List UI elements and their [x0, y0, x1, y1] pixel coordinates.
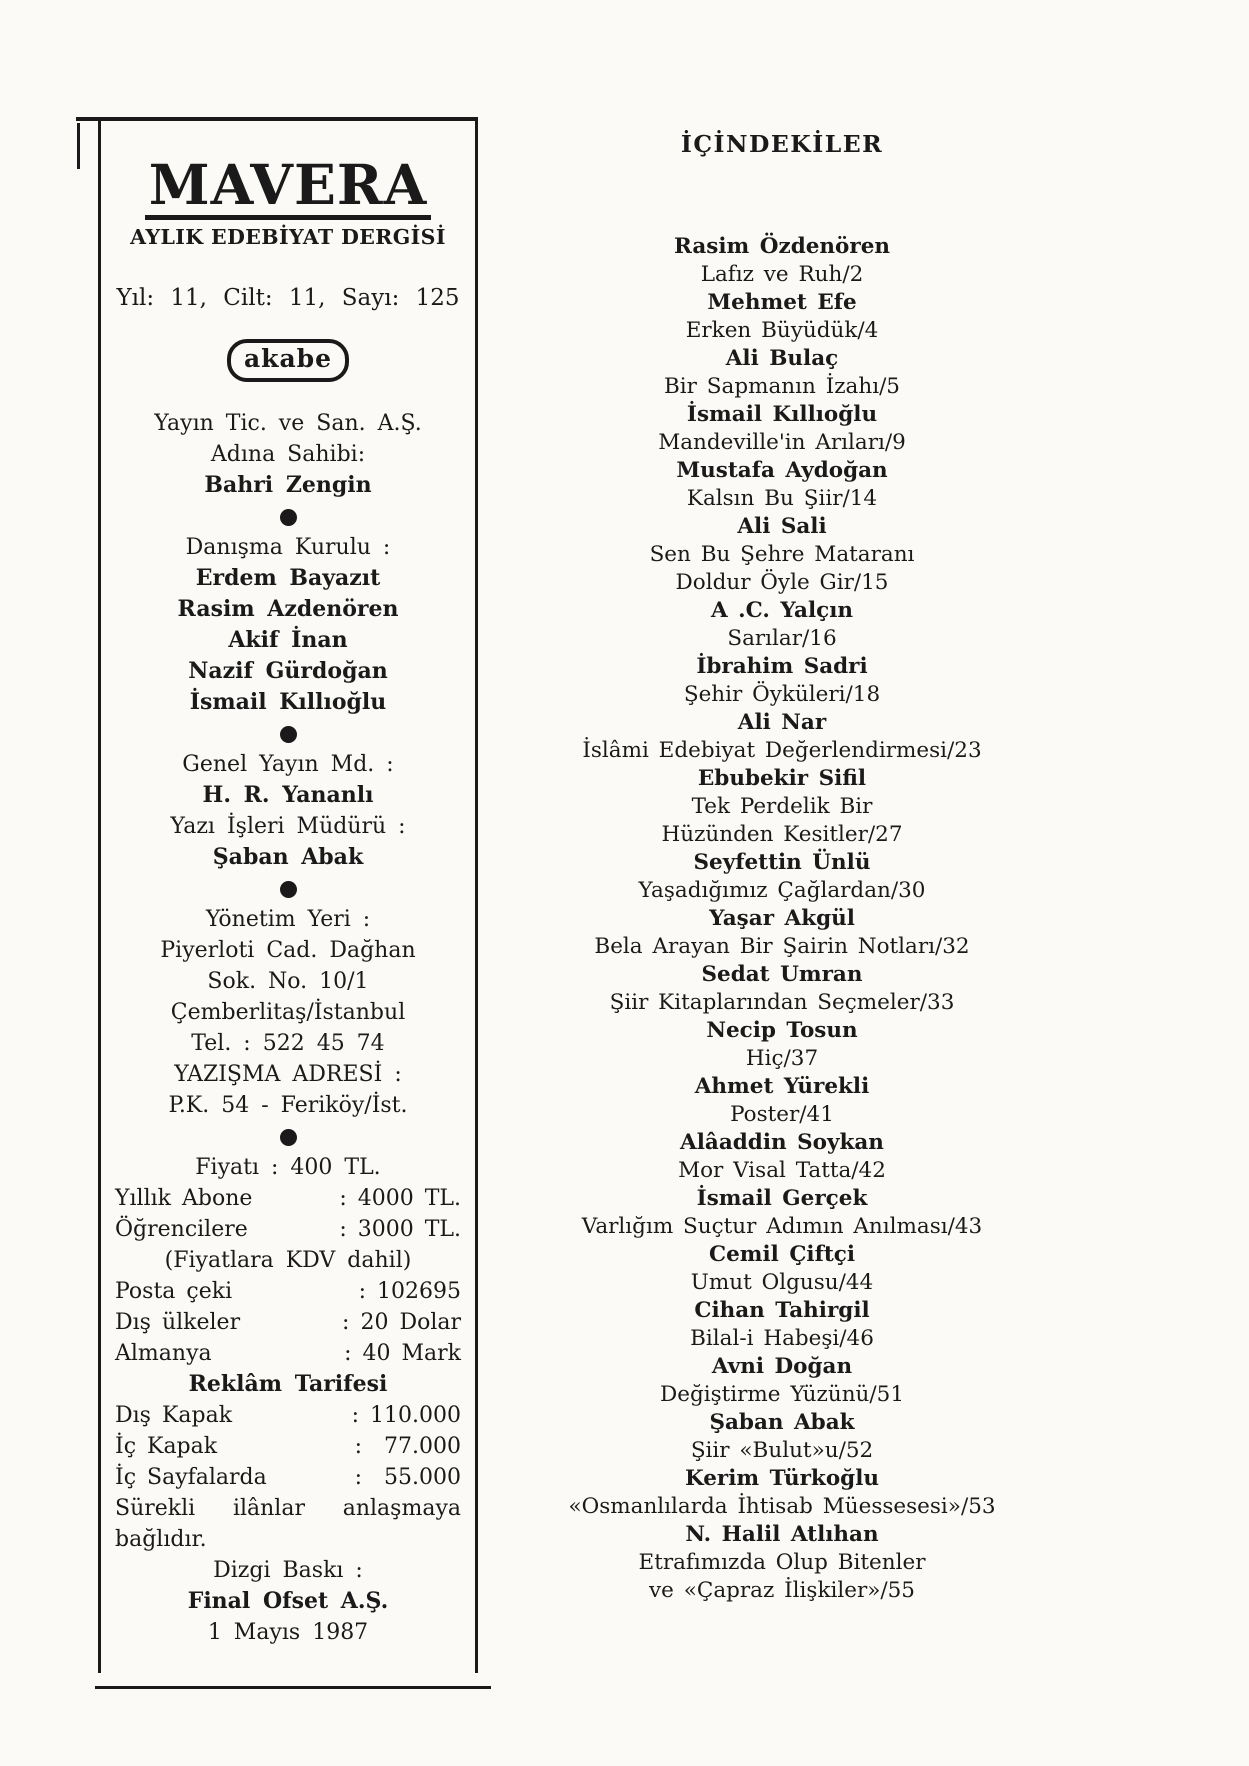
entry-work-line: Poster/41 [730, 1102, 834, 1127]
contents-entry [462, 345, 1102, 401]
row-label: Posta çeki [115, 1279, 233, 1304]
entry-work-line: Umut Olgusu/44 [690, 1270, 874, 1295]
magazine-logo: MAVERA [145, 157, 432, 220]
section-bullet [280, 881, 297, 898]
entry-work-line: Erken Büyüdük/4 [685, 318, 879, 343]
entry-author: İsmail Gerçek [696, 1186, 868, 1211]
contents-entry [462, 1409, 1102, 1465]
entry-work-line: Değiştirme Yüzünü/51 [659, 1382, 904, 1407]
row-label: Almanya [115, 1341, 212, 1366]
entry-author: Yaşar Akgül [709, 906, 855, 931]
tariff-row [101, 1338, 475, 1369]
entry-author: İbrahim Sadri [696, 654, 868, 679]
masthead-bottom-rule [95, 1686, 491, 1689]
akabe-logo: akabe [227, 339, 349, 382]
entry-work-line: ve «Çapraz İlişkiler»/55 [649, 1578, 915, 1603]
contents-entry [462, 1017, 1102, 1073]
entry-work-line: Sarılar/16 [727, 626, 837, 651]
venue-label: Yönetim Yeri : [205, 907, 371, 932]
entry-author: Cemil Çiftçi [708, 1242, 856, 1267]
tariff-row [101, 1307, 475, 1338]
tariff-row [101, 1183, 475, 1214]
subscription-rows [101, 1183, 475, 1245]
publisher-line: Yayın Tic. ve San. A.Ş. [154, 411, 422, 436]
publisher-logo-wrap [101, 339, 475, 382]
contents-entry [462, 1297, 1102, 1353]
tariff-row [101, 1276, 475, 1307]
entry-work-line: Bir Sapmanın İzahı/5 [664, 374, 900, 399]
entry-author: Rasim Özdenören [673, 234, 891, 259]
section-bullet [280, 509, 297, 526]
mail-address: P.K. 54 - Feriköy/İst. [168, 1093, 408, 1118]
scan-tick-mark [77, 123, 80, 169]
contents-entry [462, 457, 1102, 513]
entry-work-line: Mandeville'in Arıları/9 [658, 430, 906, 455]
entry-author: Şaban Abak [709, 1410, 855, 1435]
entry-work-line: Lafız ve Ruh/2 [700, 262, 864, 287]
address-line: Tel. : 522 45 74 [191, 1031, 385, 1056]
row-value: : 40 Mark [344, 1341, 461, 1366]
advisory-member: Rasim Azdenören [177, 596, 399, 622]
issue-date: 1 Mayıs 1987 [207, 1620, 369, 1645]
contents-entry [462, 1241, 1102, 1297]
contents-entry [462, 597, 1102, 653]
row-value: : 102695 [358, 1279, 461, 1304]
entry-work-line: Hiç/37 [745, 1046, 819, 1071]
entry-work-line: İslâmi Edebiyat Değerlendirmesi/23 [582, 738, 982, 763]
entry-author: Kerim Türkoğlu [685, 1466, 879, 1491]
entry-author: Avni Doğan [711, 1354, 853, 1379]
ad-note: Sürekli ilânlar anlaşmaya bağlıdır. [115, 1496, 461, 1552]
entry-work-line: Bela Arayan Bir Şairin Notları/32 [594, 934, 970, 959]
contents-entry [462, 1073, 1102, 1129]
address-line: Çemberlitaş/İstanbul [170, 1000, 406, 1025]
address-line: Piyerloti Cad. Dağhan [160, 938, 416, 963]
printer-name: Final Ofset A.Ş. [187, 1588, 389, 1614]
contents-entry [462, 1353, 1102, 1409]
general-director-label: Genel Yayın Md. : [182, 752, 394, 777]
row-label: Dış ülkeler [115, 1310, 241, 1335]
publisher-line: Adına Sahibi: [210, 442, 366, 467]
contents-entries [462, 233, 1102, 1605]
entry-author: Necip Tosun [706, 1018, 858, 1043]
advisory-member: Akif İnan [228, 627, 348, 653]
entry-work-line: Hüzünden Kesitler/27 [661, 822, 903, 847]
venue-address [101, 935, 475, 1059]
payment-rows [101, 1276, 475, 1369]
contents-entry [462, 1129, 1102, 1185]
entry-work-line: «Osmanlılarda İhtisab Müessesesi»/53 [568, 1494, 996, 1519]
row-value: : 3000 TL. [339, 1217, 461, 1242]
tariff-row [101, 1462, 475, 1493]
advisory-member: Nazif Gürdoğan [188, 658, 388, 684]
tariff-row [101, 1214, 475, 1245]
entry-author: İsmail Kıllıoğlu [686, 402, 878, 427]
contents-entry [462, 1465, 1102, 1521]
ad-tariff-title: Reklâm Tarifesi [188, 1371, 388, 1397]
tariff-row [101, 1431, 475, 1462]
entry-work-line: Varlığım Suçtur Adımın Anılması/43 [581, 1214, 983, 1239]
publisher-block [101, 408, 475, 501]
row-label: Öğrencilere [115, 1217, 248, 1242]
price-line: Fiyatı : 400 TL. [195, 1155, 381, 1180]
entry-author: A .C. Yalçın [710, 598, 854, 623]
issue-line: Yıl: 11, Cilt: 11, Sayı: 125 [116, 285, 460, 311]
entry-author: Cihan Tahirgil [694, 1298, 870, 1323]
contents-entry [462, 1521, 1102, 1605]
ad-tariff-rows [101, 1400, 475, 1493]
entry-work-line: Sen Bu Şehre Mataranı [649, 542, 915, 567]
tariff-row [101, 1400, 475, 1431]
entry-work-line: Yaşadığımız Çağlardan/30 [638, 878, 926, 903]
entry-work-line: Tek Perdelik Bir [691, 794, 873, 819]
entry-work-line: Mor Visal Tatta/42 [678, 1158, 886, 1183]
entry-work-line: Doldur Öyle Gir/15 [675, 570, 889, 595]
entry-work-line: Etrafımızda Olup Bitenler [638, 1550, 926, 1575]
section-bullet [280, 1129, 297, 1146]
advisory-member: İsmail Kıllıoğlu [189, 689, 387, 715]
contents-entry [462, 513, 1102, 597]
editor-label: Yazı İşleri Müdürü : [170, 814, 406, 839]
advisory-label: Danışma Kurulu : [185, 535, 391, 560]
contents-title: İÇİNDEKİLER [680, 130, 884, 158]
entry-author: Ali Bulaç [725, 346, 839, 371]
advisory-list [101, 563, 475, 718]
entry-author: Ali Sali [737, 514, 827, 539]
entry-work-line: Kalsın Bu Şiir/14 [686, 486, 878, 511]
row-value: : 4000 TL. [339, 1186, 461, 1211]
owner-name: Bahri Zengin [204, 472, 372, 498]
entry-author: Mehmet Efe [707, 290, 857, 315]
row-label: İç Sayfalarda [115, 1465, 267, 1490]
entry-work-line: Şiir Kitaplarından Seçmeler/33 [609, 990, 955, 1015]
row-value: : 55.000 [354, 1465, 461, 1490]
row-label: Dış Kapak [115, 1403, 233, 1428]
entry-author: Ebubekir Sifil [697, 766, 867, 791]
entry-work-line: Şehir Öyküleri/18 [683, 682, 881, 707]
contents-entry [462, 653, 1102, 709]
entry-author: Mustafa Aydoğan [676, 458, 888, 483]
masthead-box [98, 121, 478, 1673]
entry-author: Ali Nar [737, 710, 827, 735]
section-bullet [280, 726, 297, 743]
contents-entry [462, 961, 1102, 1017]
entry-author: Seyfettin Ünlü [693, 850, 871, 875]
mail-label: YAZIŞMA ADRESİ : [174, 1062, 402, 1087]
entry-author: Alâaddin Soykan [680, 1130, 884, 1155]
general-director-name: H. R. Yananlı [202, 782, 374, 808]
contents-entry [462, 709, 1102, 765]
row-value: : 110.000 [351, 1403, 461, 1428]
row-value: : 77.000 [354, 1434, 461, 1459]
contents-entry [462, 905, 1102, 961]
logo-wrap [101, 152, 475, 220]
entry-author: Ahmet Yürekli [694, 1074, 870, 1099]
row-label: Yıllık Abone [115, 1186, 253, 1211]
contents-entry [462, 401, 1102, 457]
contents-entry [462, 1185, 1102, 1241]
entry-work-line: Bilal-i Habeşi/46 [690, 1326, 874, 1351]
contents-entry [462, 289, 1102, 345]
contents-entry [462, 233, 1102, 289]
contents-entry [462, 849, 1102, 905]
entry-author: Sedat Umran [701, 962, 863, 987]
contents-entry [462, 765, 1102, 849]
advisory-member: Erdem Bayazıt [195, 565, 381, 591]
contents-column [462, 129, 1102, 1605]
print-label: Dizgi Baskı : [213, 1558, 363, 1583]
kdv-note: (Fiyatlara KDV dahil) [164, 1248, 412, 1273]
row-label: İç Kapak [115, 1434, 218, 1459]
entry-work-line: Şiir «Bulut»u/52 [690, 1438, 874, 1463]
editor-name: Şaban Abak [212, 844, 364, 870]
row-value: : 20 Dolar [342, 1310, 461, 1335]
address-line: Sok. No. 10/1 [207, 969, 369, 994]
entry-author: N. Halil Atlıhan [685, 1522, 879, 1547]
magazine-tagline: AYLIK EDEBİYAT DERGİSİ [130, 225, 446, 249]
